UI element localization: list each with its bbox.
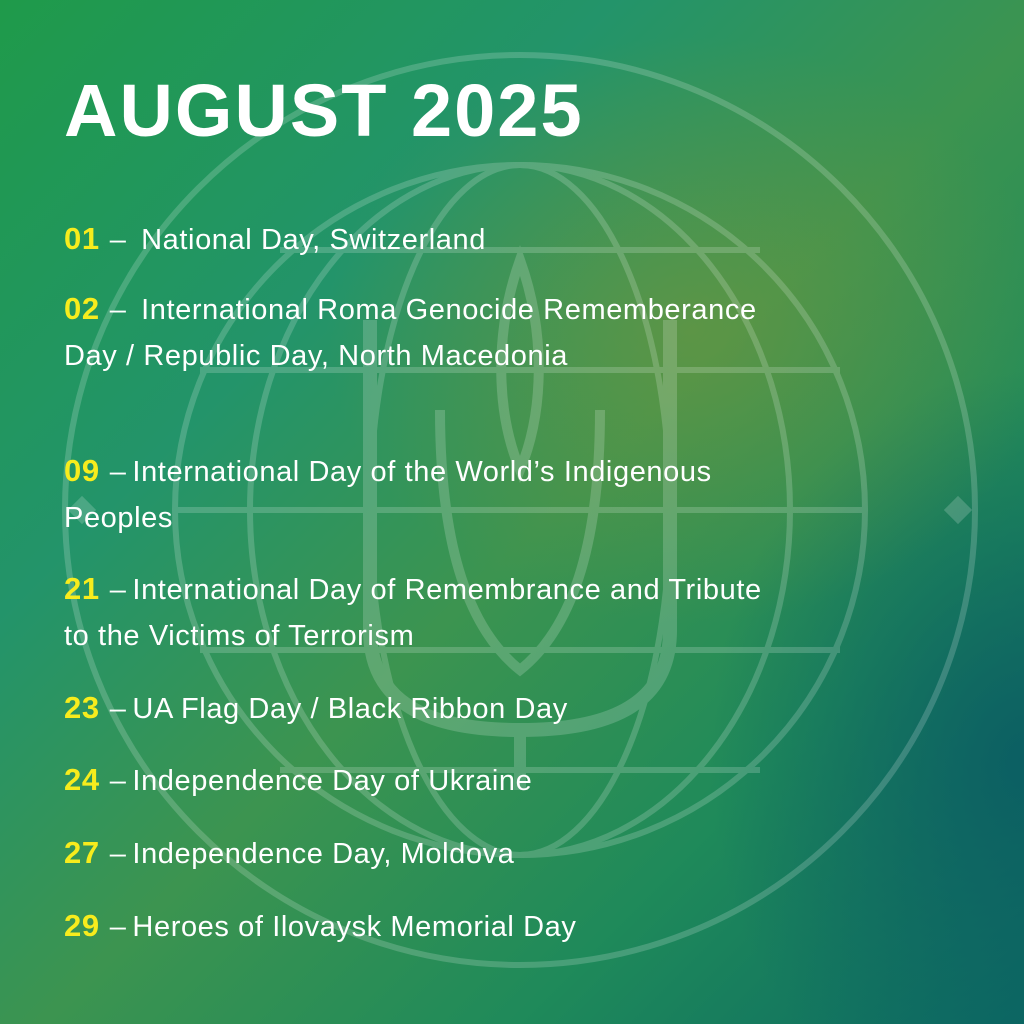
list-item	[64, 757, 784, 804]
event-dash: –	[109, 574, 127, 606]
event-text: National Day, Switzerland	[141, 224, 486, 256]
event-text: International Day of Remembrance and Tribute to the Victims of Terrorism	[64, 574, 762, 652]
event-dash: –	[109, 911, 127, 943]
event-text: International Roma Genocide Rememberance Day / Republic Day, North Macedonia	[64, 294, 757, 372]
event-day: 24	[64, 762, 100, 797]
list-item	[64, 286, 784, 379]
list-item	[64, 685, 784, 732]
event-dash: –	[109, 838, 127, 870]
event-day: 02	[64, 291, 100, 326]
page-title: AUGUST 2025	[64, 69, 584, 152]
event-text: UA Flag Day / Black Ribbon Day	[132, 693, 568, 725]
event-day: 23	[64, 690, 100, 725]
list-item	[64, 566, 784, 659]
event-text: Independence Day, Moldova	[132, 838, 515, 870]
list-item	[64, 216, 784, 263]
list-item	[64, 830, 784, 877]
event-day: 09	[64, 453, 100, 488]
event-text: Heroes of Ilovaysk Memorial Day	[132, 911, 577, 943]
event-day: 27	[64, 835, 100, 870]
event-text: Independence Day of Ukraine	[132, 765, 533, 797]
event-dash: –	[109, 693, 127, 725]
event-dash: –	[109, 765, 127, 797]
event-dash: –	[109, 456, 127, 488]
event-day: 21	[64, 571, 100, 606]
list-item	[64, 903, 784, 950]
list-item	[64, 448, 784, 541]
event-text: International Day of the World’s Indigenous Peoples	[64, 456, 712, 534]
event-day: 01	[64, 221, 100, 256]
event-day: 29	[64, 908, 100, 943]
event-dash: –	[109, 294, 127, 326]
event-dash: –	[109, 224, 127, 256]
